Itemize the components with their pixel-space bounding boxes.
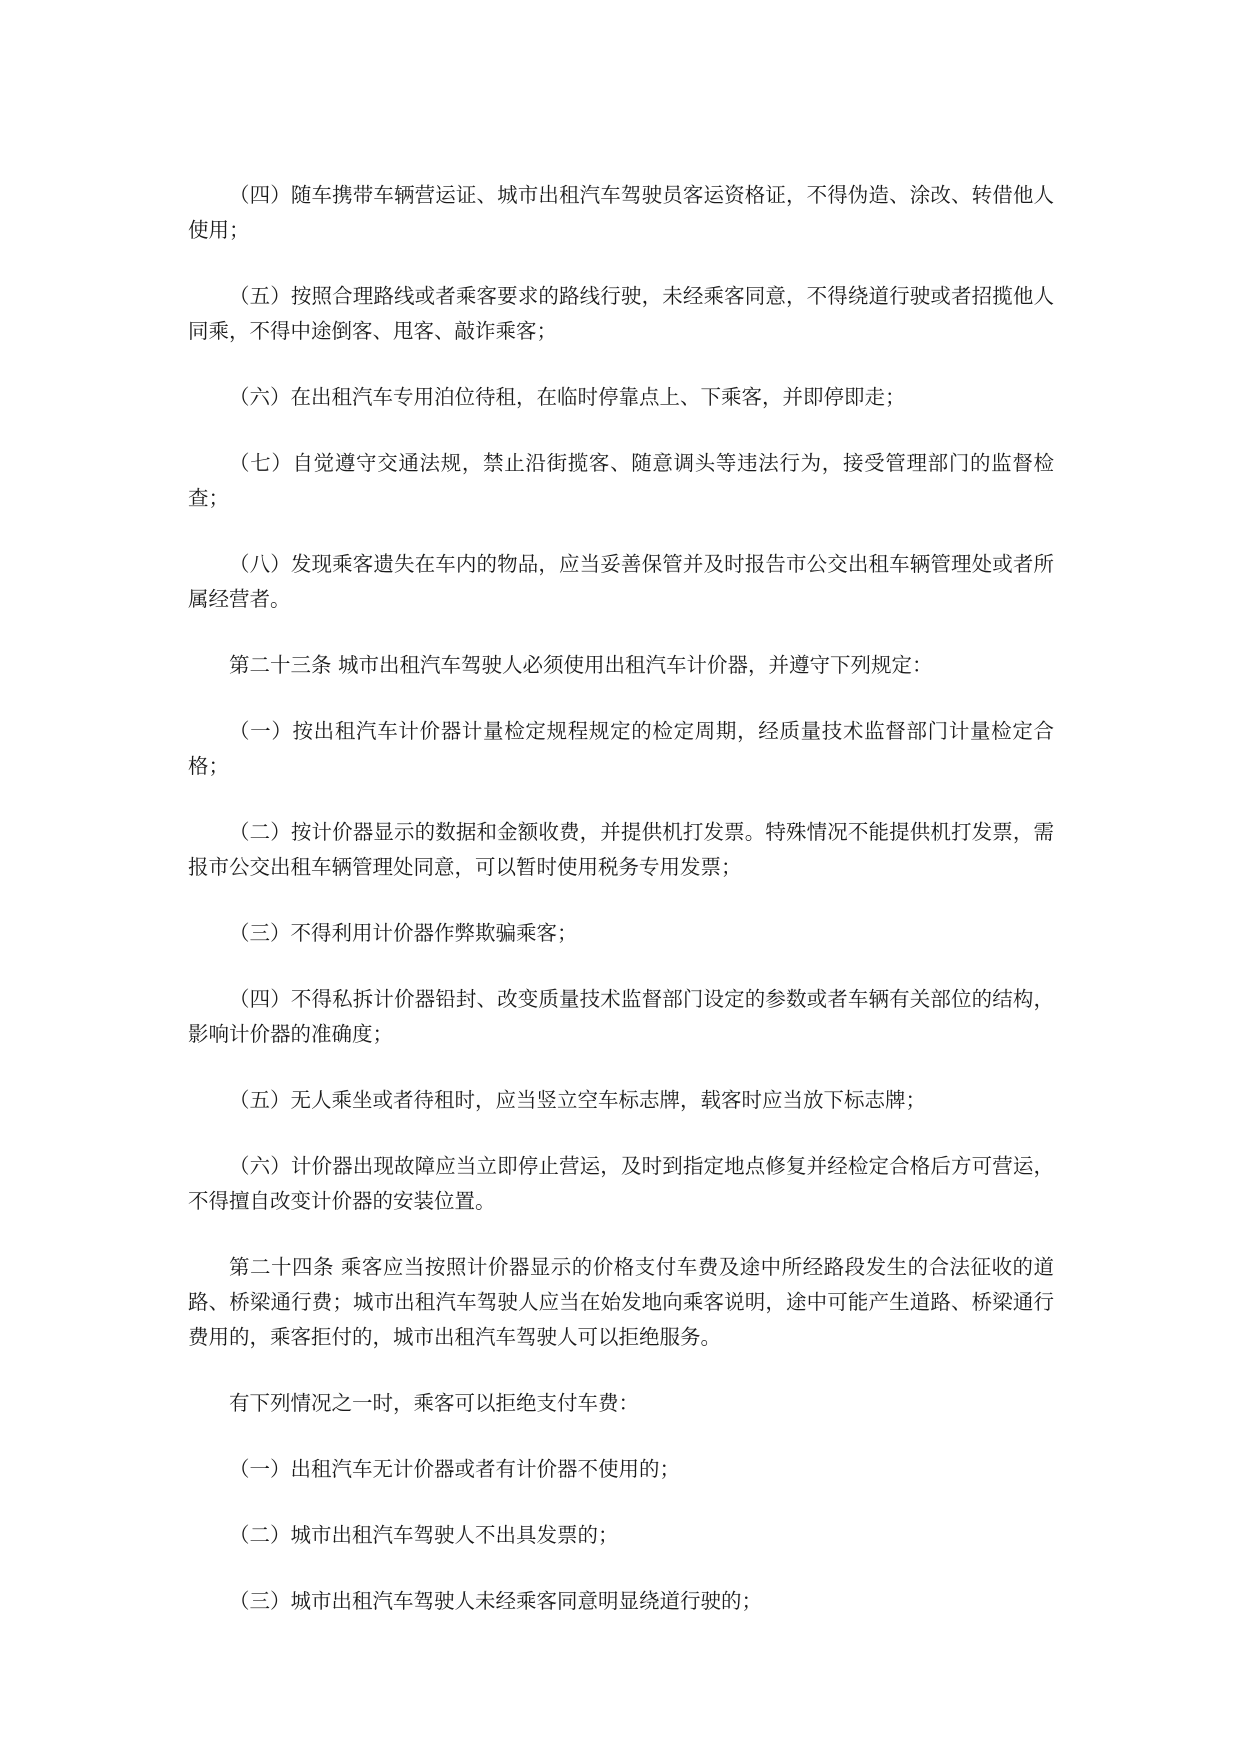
article-23-heading: 第二十三条 城市出租汽车驾驶人必须使用出租汽车计价器，并遵守下列规定： <box>229 653 933 677</box>
refusal-item-2: （二）城市出租汽车驾驶人不出具发票的； <box>229 1523 619 1547</box>
article-23-item-6: （六）计价器出现故障应当立即停止营运，及时到指定地点修复并经检定合格后方可营运，不得擅自改变计价器的安装位置。 <box>188 1154 1054 1213</box>
paragraph-item-8: （八）发现乘客遗失在车内的物品，应当妥善保管并及时报告市公交出租车辆管理处或者所属经营者。 <box>188 552 1054 611</box>
article-23-item-3: （三）不得利用计价器作弊欺骗乘客； <box>229 921 578 945</box>
paragraph-item-5: （五）按照合理路线或者乘客要求的路线行驶，未经乘客同意，不得绕道行驶或者招揽他人同乘，不得中途倒客、甩客、敲诈乘客； <box>188 284 1054 343</box>
article-24-body: 第二十四条 乘客应当按照计价器显示的价格支付车费及途中所经路段发生的合法征收的道路、桥梁通行费；城市出租汽车驾驶人应当在始发地向乘客说明，途中可能产生道路、桥梁通行费用的，乘客拒付的，城市出租汽车驾驶人可以拒绝服务。 <box>188 1255 1054 1349</box>
paragraph-item-6: （六）在出租汽车专用泊位待租，在临时停靠点上、下乘客，并即停即走； <box>229 385 906 409</box>
paragraph-item-4: （四）随车携带车辆营运证、城市出租汽车驾驶员客运资格证，不得伪造、涂改、转借他人使用； <box>188 183 1054 242</box>
document-body <box>188 178 1054 1650</box>
article-23-item-4: （四）不得私拆计价器铅封、改变质量技术监督部门设定的参数或者车辆有关部位的结构，影响计价器的准确度； <box>188 987 1054 1046</box>
article-23-item-5: （五）无人乘坐或者待租时，应当竖立空车标志牌，载客时应当放下标志牌； <box>229 1088 926 1112</box>
paragraph-item-7: （七）自觉遵守交通法规，禁止沿街揽客、随意调头等违法行为，接受管理部门的监督检查； <box>188 451 1054 510</box>
refusal-intro: 有下列情况之一时，乘客可以拒绝支付车费： <box>229 1391 639 1415</box>
article-23-item-2: （二）按计价器显示的数据和金额收费，并提供机打发票。特殊情况不能提供机打发票，需报市公交出租车辆管理处同意，可以暂时使用税务专用发票； <box>188 820 1054 879</box>
article-23-item-1: （一）按出租汽车计价器计量检定规程规定的检定周期，经质量技术监督部门计量检定合格； <box>188 719 1054 778</box>
refusal-item-1: （一）出租汽车无计价器或者有计价器不使用的； <box>229 1457 680 1481</box>
refusal-item-3: （三）城市出租汽车驾驶人未经乘客同意明显绕道行驶的； <box>229 1589 762 1613</box>
